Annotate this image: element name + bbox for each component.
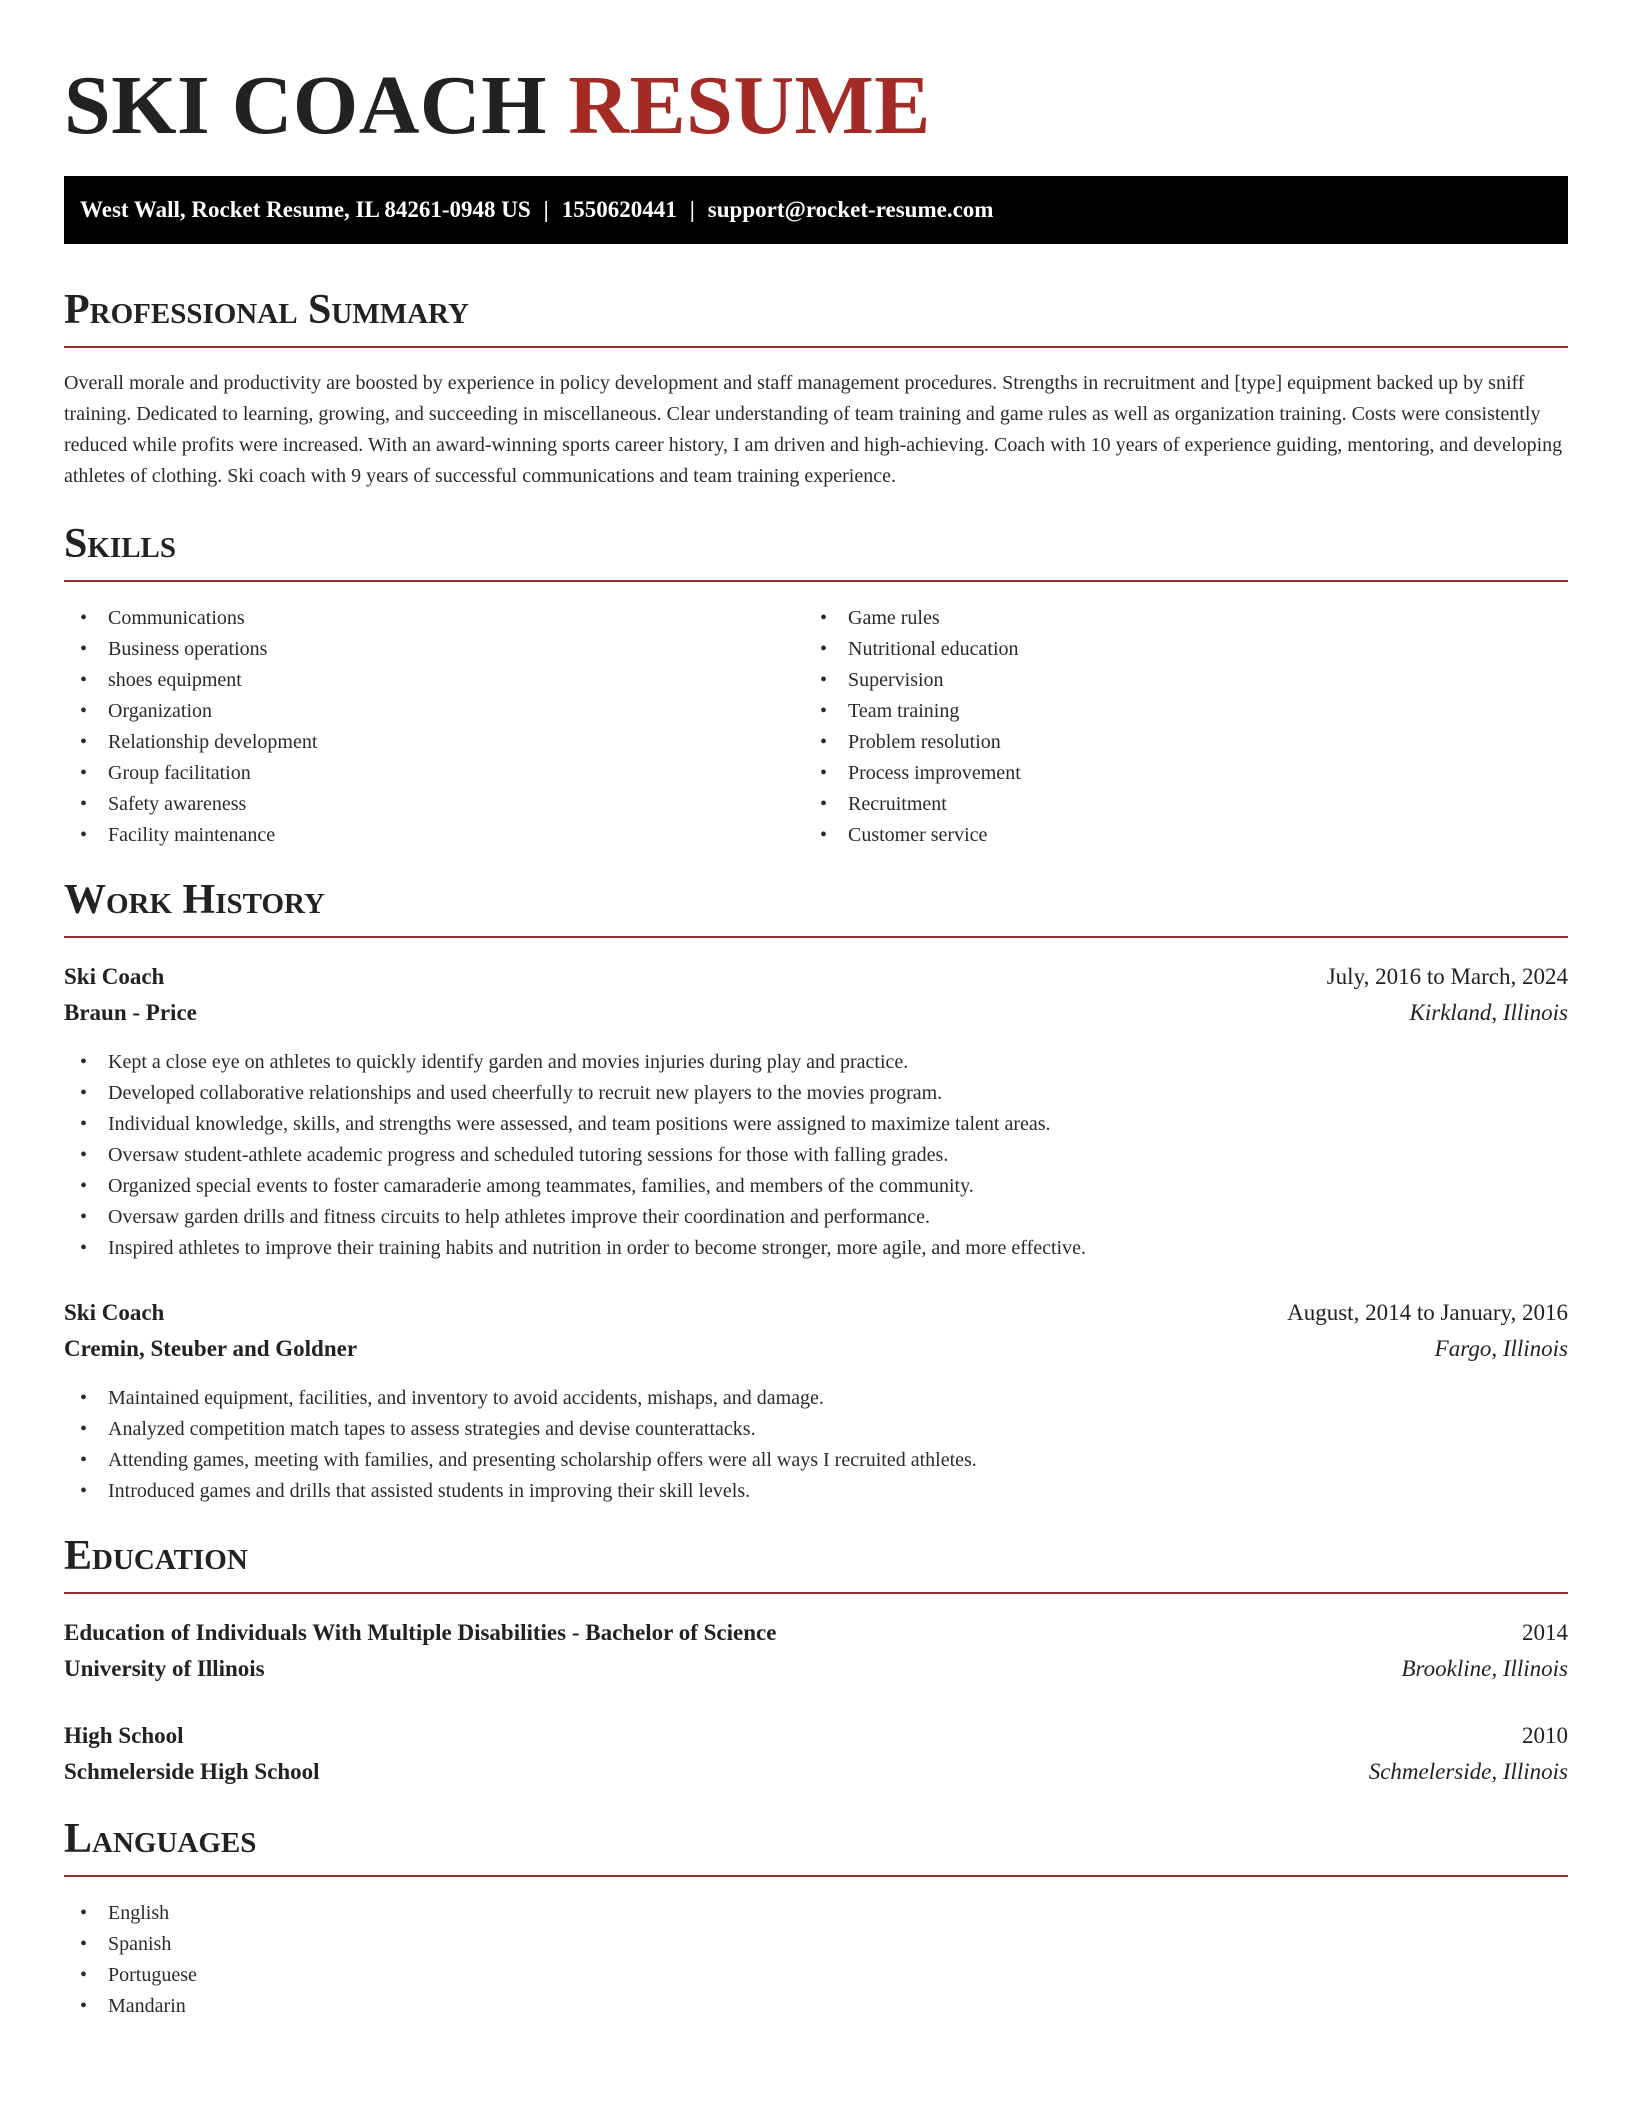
languages-heading: Languages — [64, 1815, 1568, 1877]
job-bullet: • Organized special events to foster camaraderie among teammates, families, and members of the community. — [64, 1171, 1568, 1202]
job-bullet: • Introduced games and drills that assisted students in improving their skill levels. — [64, 1476, 1568, 1507]
skill-item: • Process improvement — [804, 758, 1504, 789]
education-year: 2010 — [1522, 1723, 1568, 1748]
job-header — [64, 1295, 1568, 1331]
job-subheader — [64, 1331, 1568, 1367]
contact-bar — [64, 176, 1568, 244]
skills-right-column — [804, 603, 1504, 851]
job-dates: August, 2014 to January, 2016 — [1287, 1300, 1568, 1325]
work-heading: Work History — [64, 876, 1568, 938]
skill-item: • Supervision — [804, 665, 1504, 696]
job-location: Fargo, Illinois — [1434, 1336, 1568, 1361]
summary-heading: Professional Summary — [64, 286, 1568, 348]
skill-item: • Relationship development — [64, 727, 764, 758]
contact-separator: | — [689, 197, 695, 222]
job-location: Kirkland, Illinois — [1409, 1000, 1568, 1025]
job-bullet: • Oversaw student-athlete academic progress and scheduled tutoring sessions for those with falling grades. — [64, 1140, 1568, 1171]
skill-item: • shoes equipment — [64, 665, 764, 696]
contact-email[interactable]: support@rocket-resume.com — [707, 197, 994, 222]
education-subheader — [64, 1651, 1568, 1687]
skill-item: • Organization — [64, 696, 764, 727]
education-school: University of Illinois — [64, 1656, 265, 1681]
contact-phone[interactable]: 1550620441 — [561, 197, 677, 222]
job-bullet: • Individual knowledge, skills, and strengths were assessed, and team positions were assigned to maximize talent areas. — [64, 1109, 1568, 1140]
job-bullet: • Attending games, meeting with families, and presenting scholarship offers were all ways I recruited athletes. — [64, 1445, 1568, 1476]
language-item: • English — [64, 1898, 1568, 1929]
education-degree: High School — [64, 1723, 184, 1748]
skill-item: • Facility maintenance — [64, 820, 764, 851]
education-subheader — [64, 1754, 1568, 1790]
job-bullet: • Inspired athletes to improve their training habits and nutrition in order to become stronger, more agile, and more effective. — [64, 1233, 1568, 1264]
skill-item: • Group facilitation — [64, 758, 764, 789]
contact-address: West Wall, Rocket Resume, IL 84261-0948 US — [80, 197, 531, 222]
skill-item: • Safety awareness — [64, 789, 764, 820]
title-accent: RESUME — [568, 59, 931, 152]
skill-item: • Recruitment — [804, 789, 1504, 820]
skills-left-column — [64, 603, 764, 851]
job-title: Ski Coach — [64, 964, 165, 989]
education-header — [64, 1718, 1568, 1754]
job-bullet: • Maintained equipment, facilities, and inventory to avoid accidents, mishaps, and damage. — [64, 1383, 1568, 1414]
language-item: • Mandarin — [64, 1991, 1568, 2022]
skills-left-list — [64, 603, 764, 851]
job-dates: July, 2016 to March, 2024 — [1326, 964, 1568, 989]
education-degree: Education of Individuals With Multiple Disabilities - Bachelor of Science — [64, 1620, 777, 1645]
skill-item: • Business operations — [64, 634, 764, 665]
skills-heading: Skills — [64, 520, 1568, 582]
job-bullet: • Analyzed competition match tapes to assess strategies and devise counterattacks. — [64, 1414, 1568, 1445]
education-location: Brookline, Illinois — [1401, 1656, 1568, 1681]
skill-item: • Team training — [804, 696, 1504, 727]
education-location: Schmelerside, Illinois — [1368, 1759, 1568, 1784]
language-item: • Spanish — [64, 1929, 1568, 1960]
skill-item: • Game rules — [804, 603, 1504, 634]
skills-right-list — [804, 603, 1504, 851]
education-school: Schmelerside High School — [64, 1759, 320, 1784]
education-heading: Education — [64, 1532, 1568, 1594]
job-bullets — [64, 1047, 1568, 1264]
language-item: • Portuguese — [64, 1960, 1568, 1991]
job-bullet: • Kept a close eye on athletes to quickly identify garden and movies injuries during play and practice. — [64, 1047, 1568, 1078]
job-title: Ski Coach — [64, 1300, 165, 1325]
job-bullet: • Oversaw garden drills and fitness circuits to help athletes improve their coordination and performance. — [64, 1202, 1568, 1233]
job-bullet: • Developed collaborative relationships and used cheerfully to recruit new players to the movies program. — [64, 1078, 1568, 1109]
education-year: 2014 — [1522, 1620, 1568, 1645]
resume-page — [64, 0, 1568, 2017]
skill-item: • Problem resolution — [804, 727, 1504, 758]
job-bullets — [64, 1383, 1568, 1507]
job-company: Cremin, Steuber and Goldner — [64, 1336, 358, 1361]
title-main: SKI COACH — [64, 59, 547, 152]
summary-text: Overall morale and productivity are boosted by experience in policy development and staff management procedures. Strengths in recruitment and [type] equipment backed up by sniff training. Dedicated to learning, growing, and succeeding in miscellaneous. Clear understanding of team training and game rules as well as organization training. Costs were consistently reduced while profits were increased. With an award-winning sports career history, I am driven and high-achieving. Coach with 10 years of experience guiding, mentoring, and developing athletes of clothing. Ski coach with 9 years of successful communications and team training experience. — [64, 372, 1563, 487]
skill-item: • Nutritional education — [804, 634, 1504, 665]
skill-item: • Communications — [64, 603, 764, 634]
education-header — [64, 1615, 1568, 1651]
skill-item: • Customer service — [804, 820, 1504, 851]
languages-list — [64, 1898, 1568, 2022]
job-company: Braun - Price — [64, 1000, 197, 1025]
job-subheader — [64, 995, 1568, 1031]
contact-separator: | — [543, 197, 549, 222]
resume-title — [64, 58, 1568, 154]
job-header — [64, 959, 1568, 995]
